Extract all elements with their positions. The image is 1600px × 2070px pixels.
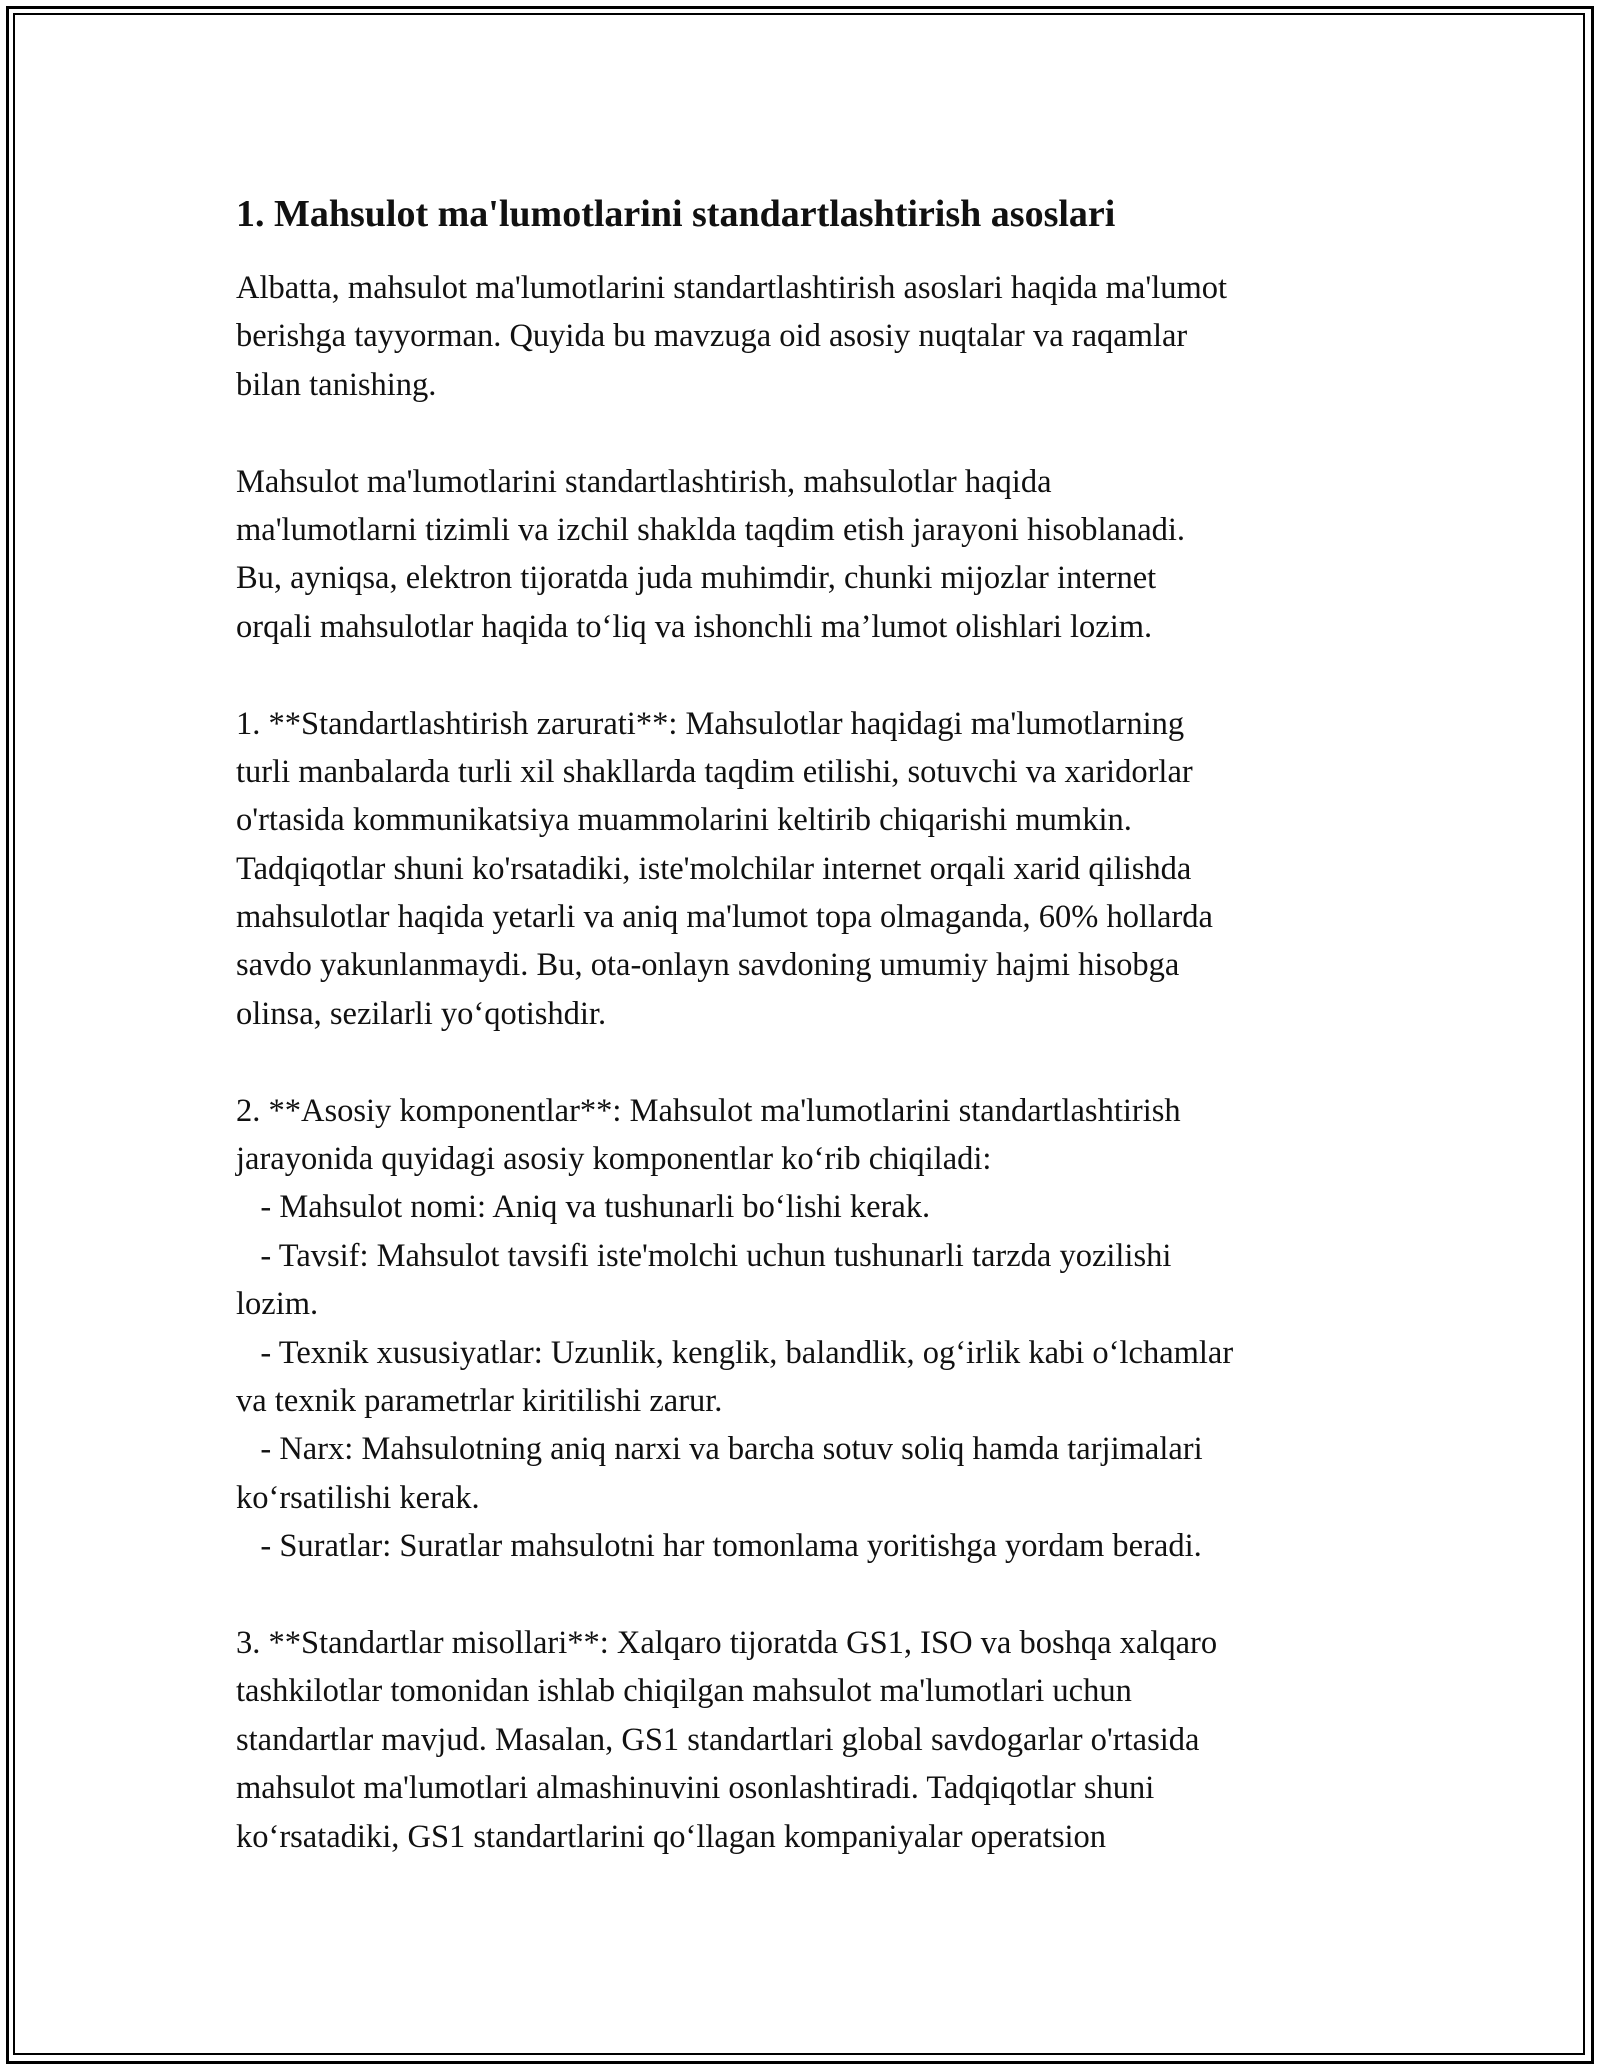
text-line: turli manbalarda turli xil shakllarda taqdim etilishi, sotuvchi va xaridorlar xyxy=(236,753,1193,790)
section-standardization-need xyxy=(236,700,1376,1039)
document-page xyxy=(236,184,1376,1861)
text-line: mahsulotlar haqida yetarli va aniq ma'lumot topa olmaganda, 60% hollarda xyxy=(236,899,1213,936)
text-line: ma'lumotlarni tizimli va izchil shaklda taqdim etish jarayoni hisoblanadi. xyxy=(236,511,1186,548)
text-line: lozim. xyxy=(236,1286,319,1323)
list-item: - Suratlar: Suratlar mahsulotni har tomonlama yoritishga yordam beradi. xyxy=(236,1528,1202,1565)
text-line: Albatta, mahsulot ma'lumotlarini standartlashtirish asoslari haqida ma'lumot xyxy=(236,270,1228,306)
text-line: orqali mahsulotlar haqida to‘liq va ishonchli ma’lumot olishlari lozim. xyxy=(236,608,1153,645)
text-line: ko‘rsatilishi kerak. xyxy=(236,1479,480,1516)
text-line: berishga tayyorman. Quyida bu mavzuga oid asosiy nuqtalar va raqamlar xyxy=(236,318,1188,355)
list-item: - Mahsulot nomi: Aniq va tushunarli bo‘lishi kerak. xyxy=(236,1189,931,1226)
paragraph-gap xyxy=(236,651,1376,699)
text-line: va texnik parametrlar kiritilishi zarur. xyxy=(236,1382,723,1419)
text-line: bilan tanishing. xyxy=(236,366,437,403)
text-line: Bu, ayniqsa, elektron tijoratda juda muhimdir, chunki mijozlar internet xyxy=(236,560,1157,597)
paragraph-gap xyxy=(236,1038,1376,1086)
paragraph-gap xyxy=(236,409,1376,457)
definition-paragraph xyxy=(236,458,1376,652)
text-line: Tadqiqotlar shuni ko'rsatadiki, iste'molchilar internet orqali xarid qilishda xyxy=(236,850,1192,887)
document-title: 1. Mahsulot ma'lumotlarini standartlashtirish asoslari xyxy=(236,193,1116,235)
text-line: Mahsulot ma'lumotlarini standartlashtirish, mahsulotlar haqida xyxy=(236,463,1052,500)
text-line: tashkilotlar tomonidan ishlab chiqilgan mahsulot ma'lumotlari uchun xyxy=(236,1673,1132,1710)
section-main-components xyxy=(236,1087,1376,1571)
section-standard-examples xyxy=(236,1619,1376,1861)
list-item: - Narx: Mahsulotning aniq narxi va barcha sotuv soliq hamda tarjimalari xyxy=(236,1431,1203,1468)
intro-paragraph xyxy=(236,264,1376,409)
text-line: o'rtasida kommunikatsiya muammolarini keltirib chiqarishi mumkin. xyxy=(236,802,1132,839)
text-line: 2. **Asosiy komponentlar**: Mahsulot ma'lumotlarini standartlashtirish xyxy=(236,1092,1181,1129)
text-line: 1. **Standartlashtirish zarurati**: Mahsulotlar haqidagi ma'lumotlarning xyxy=(236,705,1185,742)
list-item: - Texnik xususiyatlar: Uzunlik, kenglik, balandlik, og‘irlik kabi o‘lchamlar xyxy=(236,1334,1234,1371)
text-line: savdo yakunlanmaydi. Bu, ota-onlayn savdoning umumiy hajmi hisobga xyxy=(236,947,1180,984)
paragraph-gap xyxy=(236,1571,1376,1619)
text-line: 3. **Standartlar misollari**: Xalqaro tijoratda GS1, ISO va boshqa xalqaro xyxy=(236,1624,1218,1661)
list-item: - Tavsif: Mahsulot tavsifi iste'molchi uchun tushunarli tarzda yozilishi xyxy=(236,1237,1172,1274)
text-line: olinsa, sezilarli yo‘qotishdir. xyxy=(236,995,607,1032)
text-line: standartlar mavjud. Masalan, GS1 standartlari global savdogarlar o'rtasida xyxy=(236,1721,1200,1758)
text-line: mahsulot ma'lumotlari almashinuvini osonlashtiradi. Tadqiqotlar shuni xyxy=(236,1770,1155,1807)
text-line: jarayonida quyidagi asosiy komponentlar ko‘rib chiqiladi: xyxy=(236,1141,992,1178)
text-line: ko‘rsatadiki, GS1 standartlarini qo‘llagan kompaniyalar operatsion xyxy=(236,1818,1107,1855)
